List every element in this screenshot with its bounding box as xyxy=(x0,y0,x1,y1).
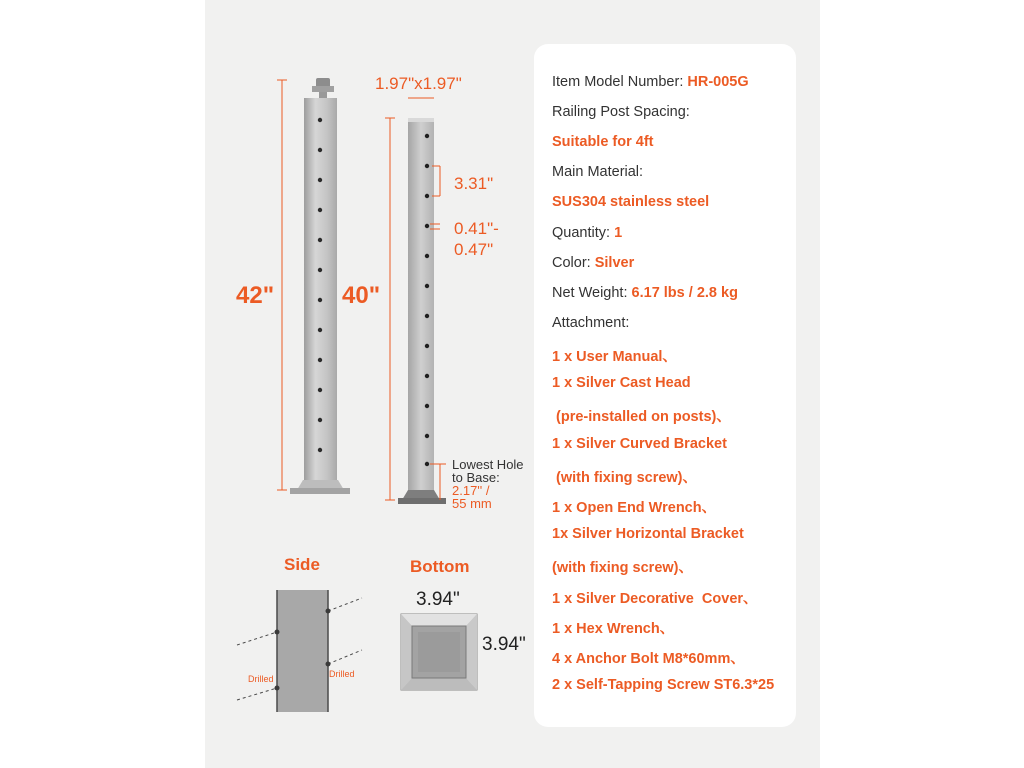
spec-color-value: Silver xyxy=(594,255,635,271)
full-height-dimension-line xyxy=(277,80,287,490)
attachment-item: 1x Silver Horizontal Bracket xyxy=(552,526,744,542)
attachment-item: 1 x Silver Decorative Cover、 xyxy=(552,591,758,607)
lowest-hole-label-line1: Lowest Hole xyxy=(452,457,524,472)
spec-material-value: SUS304 stainless steel xyxy=(552,194,710,210)
side-view-title: Side xyxy=(284,555,320,574)
base-depth-label: 3.94" xyxy=(482,634,526,655)
post-height-dimension-line xyxy=(385,118,395,500)
spec-weight-value: 6.17 lbs / 2.8 kg xyxy=(631,285,738,301)
spec-quantity-value: 1 xyxy=(614,225,623,241)
hole-spacing-label: 3.31" xyxy=(454,174,494,193)
spec-model-label: Item Model Number: xyxy=(552,74,688,90)
attachment-item: 4 x Anchor Bolt M8*60mm、 xyxy=(552,651,745,667)
bottom-view-title: Bottom xyxy=(410,557,470,576)
post-height-label: 40" xyxy=(342,282,381,309)
spec-spacing-label: Railing Post Spacing: xyxy=(552,104,690,120)
attachment-item: 1 x Open End Wrench、 xyxy=(552,500,717,516)
spec-weight xyxy=(552,285,738,301)
spec-quantity-label: Quantity: xyxy=(552,225,615,241)
spec-spacing-value: Suitable for 4ft xyxy=(552,134,654,150)
attachment-item: 1 x Hex Wrench、 xyxy=(552,621,675,637)
lowest-hole-value-line2: 55 mm xyxy=(452,496,492,511)
side-view xyxy=(237,590,362,712)
drilled-label-right: Drilled xyxy=(329,669,355,679)
hole-diameter-label-line2: 0.47" xyxy=(454,240,494,259)
lowest-hole-value-line1: 2.17'' / xyxy=(452,483,490,498)
attachment-item: (with fixing screw)、 xyxy=(552,470,698,486)
attachment-item: 1 x Silver Curved Bracket xyxy=(552,436,727,452)
attachment-item: 1 x Silver Cast Head xyxy=(552,375,691,391)
spec-attachment-label: Attachment: xyxy=(552,315,630,331)
spec-model xyxy=(552,74,749,90)
spec-model-value: HR-005G xyxy=(687,74,749,90)
full-height-label: 42" xyxy=(236,282,275,309)
attachment-item: (pre-installed on posts)、 xyxy=(552,409,731,425)
base-width-label: 3.94" xyxy=(416,589,460,610)
drilled-label-left: Drilled xyxy=(248,674,274,684)
post-with-head xyxy=(290,78,350,494)
spec-color-label: Color: xyxy=(552,255,595,271)
spec-material-label: Main Material: xyxy=(552,164,644,180)
post-without-head xyxy=(398,118,446,504)
bottom-view-base-plate xyxy=(401,614,477,690)
spec-quantity xyxy=(552,225,622,241)
attachment-item: 1 x User Manual、 xyxy=(552,349,677,365)
spec-weight-label: Net Weight: xyxy=(552,285,632,301)
attachment-item: 2 x Self-Tapping Screw ST6.3*25 xyxy=(552,677,775,693)
lowest-hole-note xyxy=(452,458,524,510)
spec-color xyxy=(552,255,634,271)
hole-diameter-label-line1: 0.41"- xyxy=(454,219,499,238)
attachment-item: (with fixing screw)、 xyxy=(552,560,693,576)
top-size-label: 1.97"x1.97" xyxy=(375,74,462,93)
lowest-hole-label-line2: to Base: xyxy=(452,470,500,485)
